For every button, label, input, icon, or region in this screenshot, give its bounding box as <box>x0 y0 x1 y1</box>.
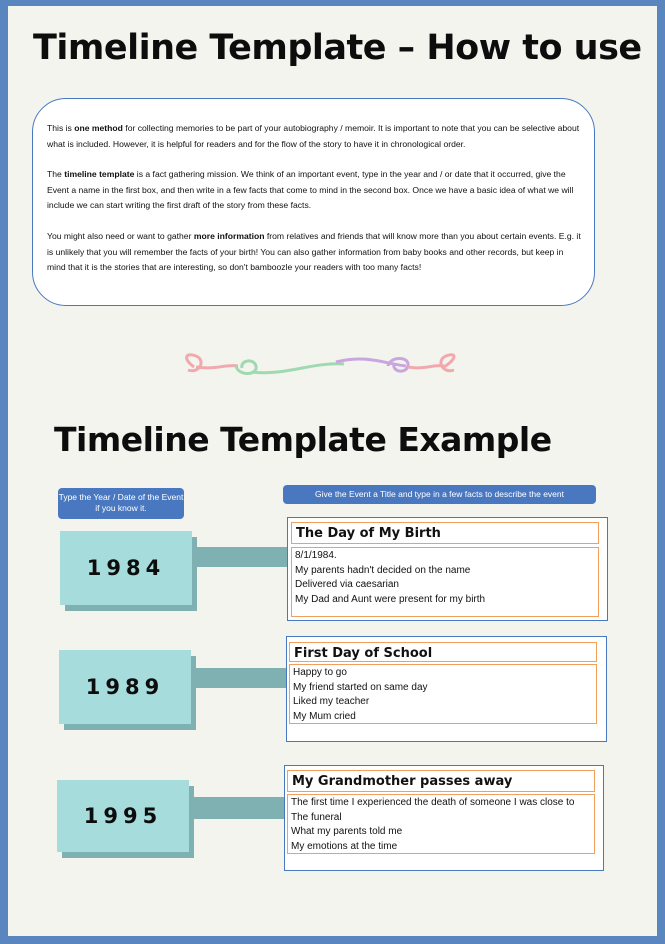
intro-paragraph-3: You might also need or want to gather more information from relatives and friends that will know more than you about certain events. E.g. it is unlikely that you will remember the facts of your birth! You can also gather information from baby books and other records, but keep in mind that it is the stories that are interesting, so don't bamboozle your readers with too many facts! <box>47 230 581 273</box>
year-box[interactable]: 1989 <box>59 650 191 724</box>
timeline-connector <box>196 668 287 688</box>
intro-panel <box>32 98 595 306</box>
timeline-connector <box>194 797 284 819</box>
event-facts-field[interactable]: Happy to go My friend started on same day Liked my teacher My Mum cried <box>289 664 597 724</box>
event-title-field[interactable]: The Day of My Birth <box>291 522 599 544</box>
event-facts-field[interactable]: 8/1/1984. My parents hadn't decided on the name Delivered via caesarian My Dad and Aunt were present for my birth <box>291 547 599 617</box>
year-box[interactable]: 1995 <box>57 780 189 852</box>
timeline-connector <box>197 547 287 567</box>
intro-paragraph-1: This is one method for collecting memories to be part of your autobiography / memoir. It is important to note that you can be selective about what is included. However, it is helpful for readers and for the flow of the story to have it in chronological order. <box>47 123 580 149</box>
event-facts-field[interactable]: The first time I experienced the death of someone I was close to The funeral What my parents told me My emotions at the time <box>287 794 595 854</box>
section-title: Timeline Template Example <box>54 420 552 459</box>
year-box[interactable]: 1984 <box>60 531 192 605</box>
event-hint-label: Give the Event a Title and type in a few facts to describe the event <box>283 485 596 504</box>
event-title-field[interactable]: My Grandmother passes away <box>287 770 595 792</box>
decorative-flourish <box>176 350 466 384</box>
intro-paragraph-2: The timeline template is a fact gathering mission. We think of an important event, type in the year and / or date that it occurred, give the Event a name in the first box, and then write in a few facts that come to mind in the second box. Once we have a basic idea of what we will include we can start writing the first draft of the story from these facts. <box>47 169 574 211</box>
page-title: Timeline Template – How to use <box>33 28 642 68</box>
event-title-field[interactable]: First Day of School <box>289 642 597 662</box>
year-hint-label: Type the Year / Date of the Event if you know it. <box>58 488 184 519</box>
